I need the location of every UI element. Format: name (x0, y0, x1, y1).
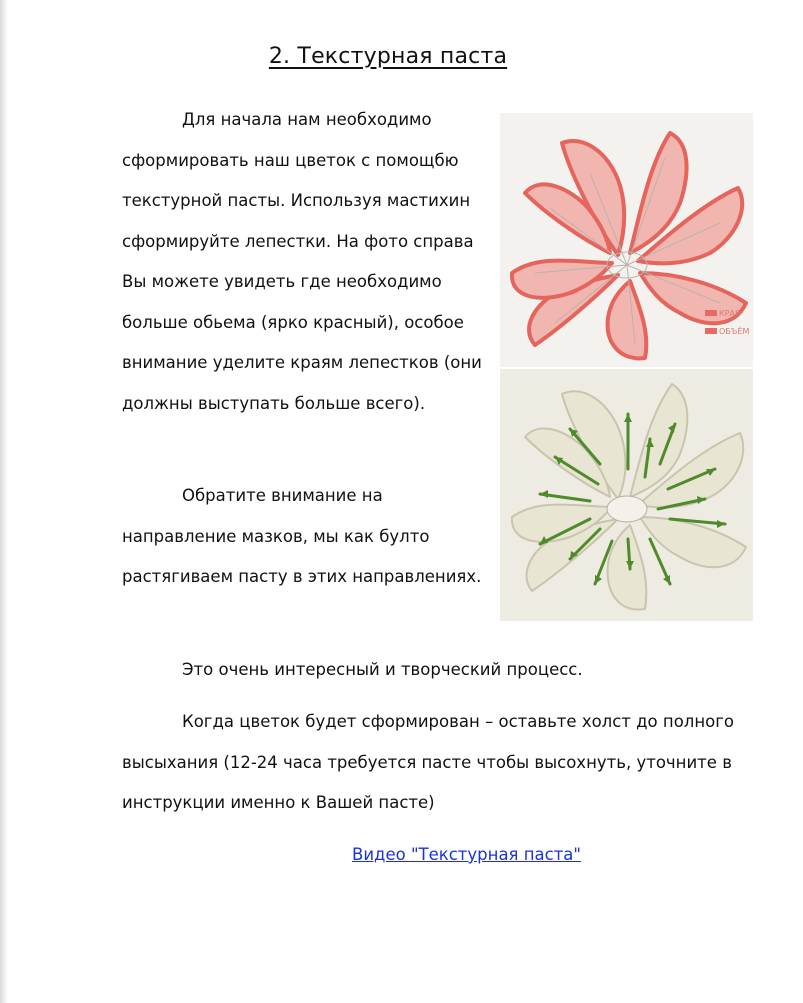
flower-volume-photo (500, 113, 753, 367)
page-title: 2. Текстурная паста (268, 44, 508, 69)
paragraph-drying (122, 702, 782, 824)
paragraph-strokes-text: Обратите внимание на направление мазков, мы как булто растягиваем пасту в этих направлениях. (122, 486, 482, 586)
flower-stroke-direction-photo (500, 369, 753, 621)
paragraph-strokes (122, 476, 482, 598)
paragraph-process-text: Это очень интересный и творческий процесс. (182, 660, 583, 679)
paragraph-intro-text: Для начала нам необходимо сформировать наш цветок с помощбю текстурной пасты. Используя мастихин сформируйте лепестки. На фото справа Вы можете увидеть где необходимо больше обьема (ярко красный), особое внимание уделите краям лепестков (они должны выступать больше всего). (122, 110, 482, 413)
paragraph-intro (122, 100, 482, 424)
legend-volume: ОБЪЁМ (719, 327, 750, 336)
video-link[interactable]: Видео "Текстурная паста" (352, 845, 582, 864)
paragraph-drying-text: Когда цветок будет сформирован – оставьте холст до полного высыхания (12-24 часа требуется пасте чтобы высохнуть, уточните в инструкции именно к Вашей пасте) (122, 712, 734, 812)
legend-edges: КРАЯ (719, 309, 741, 318)
paragraph-process (122, 650, 782, 691)
page-edge-shadow (0, 0, 8, 1003)
